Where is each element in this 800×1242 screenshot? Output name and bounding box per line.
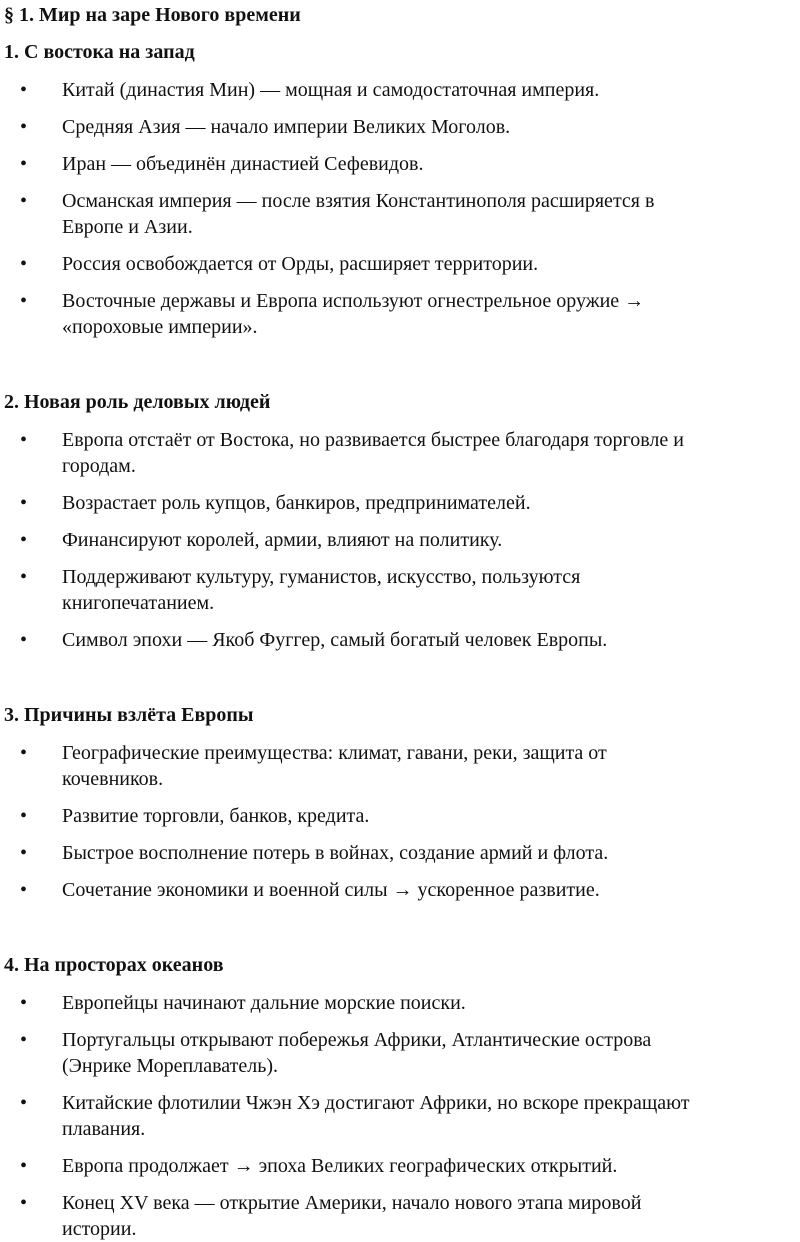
bullet-icon: •	[20, 1192, 28, 1214]
list-item	[4, 188, 800, 240]
section-4	[4, 952, 800, 1242]
section-heading: 3. Причины взлёта Европы	[4, 704, 254, 726]
list-item	[4, 1190, 800, 1242]
list-item-text: Европейцы начинают дальние морские поиски.	[62, 992, 466, 1014]
list-item-text: Символ эпохи — Якоб Фуггер, самый богатый человек Европы.	[62, 629, 608, 651]
list-item	[4, 1027, 800, 1079]
list-item-text: городам.	[62, 455, 136, 477]
section-heading: 1. С востока на запад	[4, 41, 195, 63]
list-item	[4, 990, 800, 1016]
bullet-icon: •	[20, 842, 28, 864]
list-item	[4, 77, 800, 103]
bullet-icon: •	[20, 805, 28, 827]
list-item	[4, 288, 800, 340]
bullet-icon: •	[20, 492, 28, 514]
list-item-text: плавания.	[62, 1118, 146, 1140]
list-item-text: Иран — объединён династией Сефевидов.	[62, 153, 424, 175]
list-item-text: Европа отстаёт от Востока, но развивается быстрее благодаря торговле и	[62, 429, 684, 451]
bullet-icon: •	[20, 629, 28, 651]
list-item-text: книгопечатанием.	[62, 592, 215, 614]
list-item	[4, 527, 800, 553]
list-item-text: Географические преимущества: климат, гавани, реки, защита от	[62, 742, 607, 764]
bullet-icon: •	[20, 429, 28, 451]
bullet-icon: •	[20, 992, 28, 1014]
list-item	[4, 490, 800, 516]
bullet-icon: •	[20, 79, 28, 101]
list-item-text: (Энрике Мореплаватель).	[62, 1055, 279, 1077]
bullet-icon: •	[20, 1155, 28, 1177]
list-item-text: Россия освобождается от Орды, расширяет территории.	[62, 253, 539, 275]
list-item-text: «пороховые империи».	[62, 316, 258, 338]
bullet-icon: •	[20, 1092, 28, 1114]
section-heading: 4. На просторах океанов	[4, 954, 224, 976]
list-item	[4, 1090, 800, 1142]
list-item-text: истории.	[62, 1218, 137, 1240]
list-item-text: Быстрое восполнение потерь в войнах, создание армий и флота.	[62, 842, 609, 864]
bullet-icon: •	[20, 190, 28, 212]
bullet-icon: •	[20, 290, 28, 312]
list-item-text: Европа продолжает → эпоха Великих географических открытий.	[62, 1155, 618, 1177]
bullet-icon: •	[20, 253, 28, 275]
list-item-text: кочевников.	[62, 768, 164, 790]
list-item	[4, 564, 800, 616]
list-item-text: Восточные державы и Европа используют огнестрельное оружие →	[62, 290, 645, 312]
list-item	[4, 151, 800, 177]
list-item-text: Португальцы открывают побережья Африки, Атлантические острова	[62, 1029, 652, 1051]
list-item-text: Китайские флотилии Чжэн Хэ достигают Африки, но вскоре прекращают	[62, 1092, 690, 1114]
list-item	[4, 840, 800, 866]
list-item-text: Сочетание экономики и военной силы → ускоренное развитие.	[62, 879, 600, 901]
list-item-text: Поддерживают культуру, гуманистов, искусство, пользуются	[62, 566, 581, 588]
list-item	[4, 114, 800, 140]
bullet-icon: •	[20, 153, 28, 175]
list-item-text: Развитие торговли, банков, кредита.	[62, 805, 370, 827]
list-item-text: Средняя Азия — начало империи Великих Моголов.	[62, 116, 511, 138]
section-3	[4, 702, 800, 903]
list-item	[4, 1153, 800, 1179]
list-item	[4, 627, 800, 653]
list-item	[4, 427, 800, 479]
list-item-text: Китай (династия Мин) — мощная и самодостаточная империя.	[62, 79, 600, 101]
bullet-icon: •	[20, 566, 28, 588]
bullet-icon: •	[20, 879, 28, 901]
list-item-text: Европе и Азии.	[62, 216, 193, 238]
list-item-text: Финансируют королей, армии, влияют на политику.	[62, 529, 503, 551]
bullet-icon: •	[20, 1029, 28, 1051]
list-item	[4, 251, 800, 277]
list-item	[4, 803, 800, 829]
list-item-text: Конец XV века — открытие Америки, начало нового этапа мировой	[62, 1192, 642, 1214]
bullet-icon: •	[20, 742, 28, 764]
bullet-icon: •	[20, 116, 28, 138]
bullet-icon: •	[20, 529, 28, 551]
list-item	[4, 740, 800, 792]
section-1	[4, 39, 800, 340]
section-heading: 2. Новая роль деловых людей	[4, 391, 271, 413]
list-item	[4, 877, 800, 903]
section-2	[4, 389, 800, 653]
list-item-text: Возрастает роль купцов, банкиров, предпринимателей.	[62, 492, 531, 514]
page-title: § 1. Мир на заре Нового времени	[4, 4, 301, 26]
list-item-text: Османская империя — после взятия Константинополя расширяется в	[62, 190, 655, 212]
